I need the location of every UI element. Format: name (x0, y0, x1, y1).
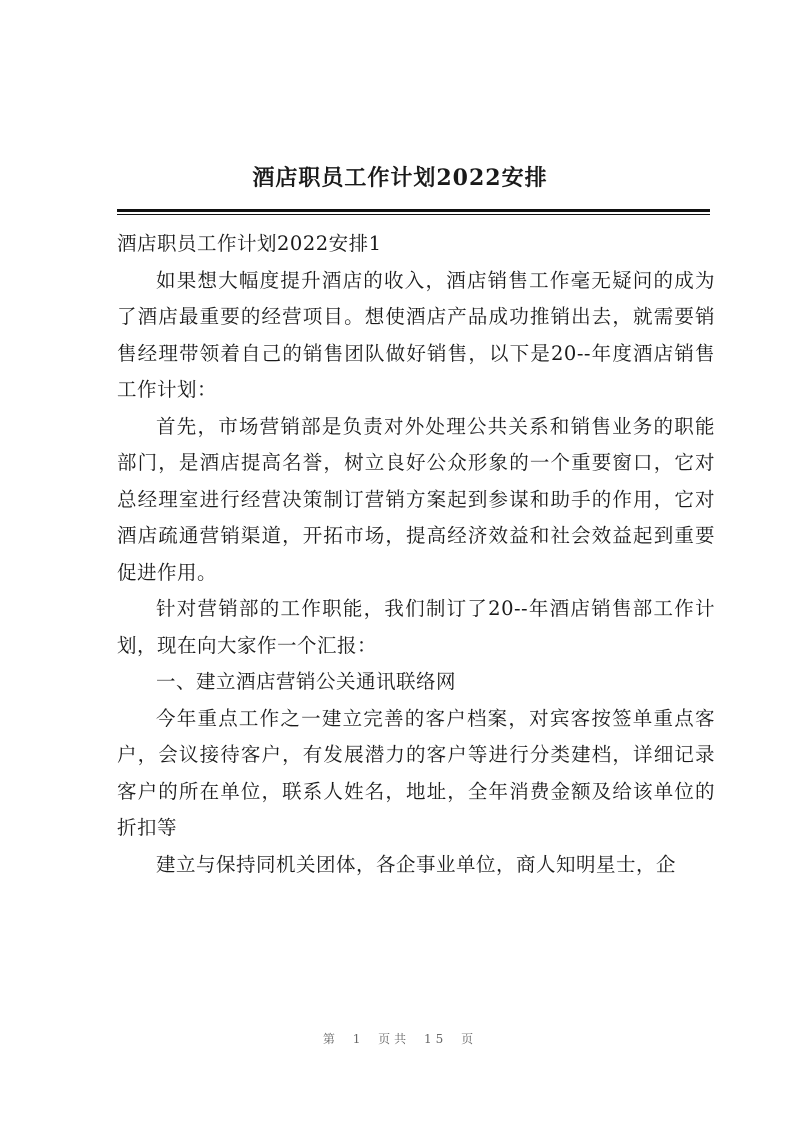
paragraph: 建立与保持同机关团体，各企事业单位，商人知明星士，企 (156, 852, 677, 876)
title-divider (117, 209, 710, 215)
page-number-footer: 第 1 页共 15 页 (322, 1032, 478, 1046)
paragraph: 针对营销部的工作职能，我们制订了20--年酒店销售部工作计划，现在向大家作一个汇报： (117, 597, 715, 657)
paragraph: 今年重点工作之一建立完善的客户档案，对宾客按签单重点客户，会议接待客户，有发展潜力的客户等进行分类建档，详细记录客户的所在单位，联系人姓名，地址，全年消费金额及给该单位的折扣等 (117, 706, 715, 839)
paragraph: 首先，市场营销部是负责对外处理公共关系和销售业务的职能部门，是酒店提高名誉，树立良好公众形象的一个重要窗口，它对总经理室进行经营决策制订营销方案起到参谋和助手的作用，它对酒店疏通营销渠道，开拓市场，提高经济效益和社会效益起到重要促进作用。 (117, 414, 715, 584)
section-heading: 一、建立酒店营销公关通讯联络网 (156, 670, 457, 693)
section-subtitle: 酒店职员工作计划2022安排1 (117, 232, 382, 255)
document-body (117, 226, 715, 883)
document-title: 酒店职员工作计划2022安排 (252, 165, 548, 191)
paragraph: 如果想大幅度提升酒店的收入，酒店销售工作毫无疑问的成为了酒店最重要的经营项目。想使酒店产品成功推销出去，就需要销售经理带领着自己的销售团队做好销售，以下是20--年度酒店销售工作计划： (117, 268, 715, 401)
